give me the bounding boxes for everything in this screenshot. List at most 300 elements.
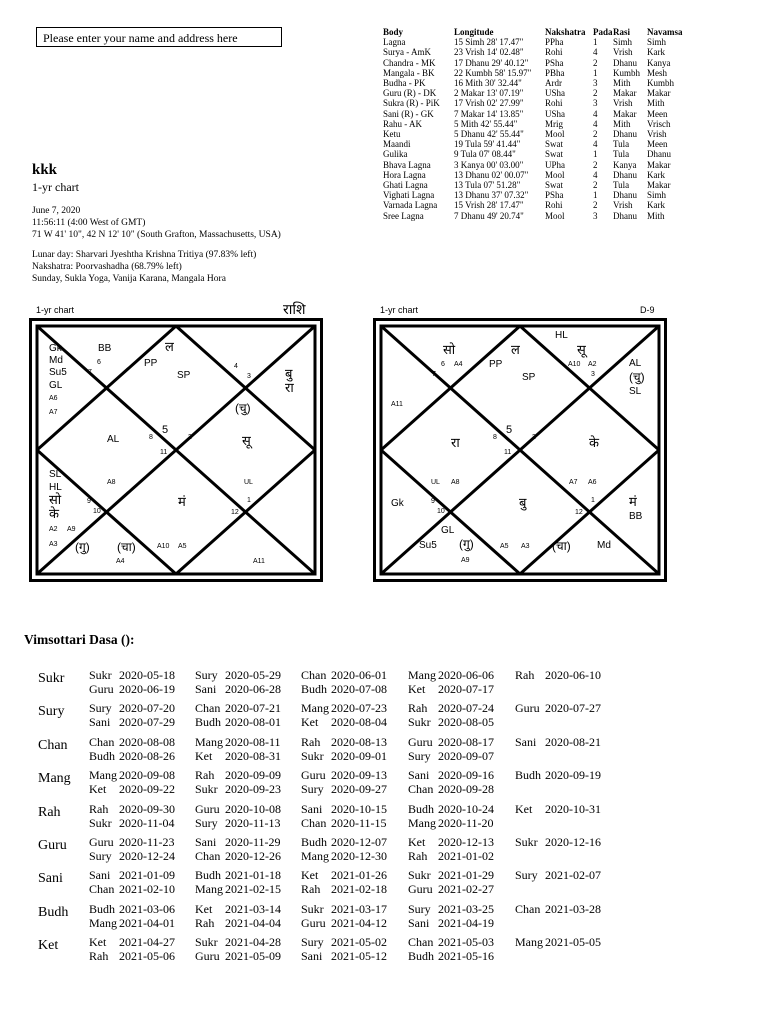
dasa-sub-period [195, 902, 281, 917]
sub-period-lord: Sury [408, 748, 431, 763]
chart-label: A6 [588, 479, 597, 486]
table-row [383, 200, 687, 210]
sub-period-date: 2021-02-27 [438, 882, 494, 897]
chart-label: ल [511, 342, 520, 357]
sub-period-lord: Sury [301, 782, 324, 797]
dasa-sub-period [515, 802, 601, 817]
table-cell: 16 Mith 30' 32.44" [454, 78, 522, 89]
table-cell: 3 [593, 210, 598, 221]
dasa-sub-period [301, 835, 387, 850]
chart-label: A11 [253, 558, 265, 565]
table-cell: 3 [593, 78, 598, 89]
table-cell: 7 Makar 14' 13.85" [454, 108, 524, 119]
dasa-sub-period [408, 868, 494, 883]
table-row [383, 47, 687, 57]
table-cell: Kanya [647, 57, 671, 68]
sub-period-date: 2020-11-15 [331, 815, 387, 830]
table-cell: Mool [545, 210, 565, 221]
sub-period-date: 2020-06-06 [438, 668, 494, 682]
table-cell: Sree Lagna [383, 210, 424, 221]
dasa-main-lord: Sury [38, 704, 65, 720]
dasa-sub-period [408, 835, 494, 850]
sub-period-date: 2020-06-01 [331, 668, 387, 682]
chart-label: A2 [588, 361, 597, 368]
chart-label: 6 [441, 361, 445, 368]
sub-period-date: 2021-05-03 [438, 935, 494, 950]
table-cell: Kumbh [647, 78, 674, 89]
chart-label: A3 [521, 543, 530, 550]
table-row [383, 119, 687, 129]
chart-label: ल [165, 339, 174, 354]
dasa-sub-period [408, 735, 494, 750]
chart-label: GL [441, 525, 455, 536]
dasa-sub-period [89, 902, 175, 917]
dasa-sub-period [195, 782, 281, 797]
dasa-sub-period [195, 802, 281, 817]
dasa-sub-period [89, 882, 175, 897]
dasa-sub-period [408, 668, 494, 683]
chart-label: 5 [162, 424, 169, 436]
sub-period-lord: Sukr [195, 782, 218, 797]
table-row [383, 68, 687, 78]
sub-period-lord: Sury [195, 815, 218, 830]
table-cell: Vighati Lagna [383, 190, 435, 201]
sub-period-lord: Chan [301, 815, 327, 830]
dasa-main-lord: Chan [38, 737, 68, 753]
sub-period-date: 2020-07-29 [119, 715, 175, 730]
table-cell: Kark [647, 47, 665, 58]
chart-label: 2 [532, 434, 536, 441]
dasa-sub-period [301, 715, 387, 730]
table-cell: 1 [593, 149, 598, 160]
birth-date: June 7, 2020 [32, 206, 81, 216]
rasi-chart [29, 318, 323, 587]
sub-period-date: 2020-10-24 [438, 801, 494, 816]
chart-label: 12 [231, 509, 239, 516]
sub-period-lord: Rah [89, 949, 109, 964]
dasa-sub-period [515, 935, 601, 950]
sub-period-lord: Budh [301, 682, 328, 696]
table-cell: Mith [647, 98, 665, 109]
sub-period-lord: Chan [301, 668, 327, 682]
sub-period-date: 2020-12-16 [545, 835, 601, 849]
table-cell: Mith [613, 118, 631, 129]
dasa-sub-period [195, 735, 281, 750]
dasa-sub-period [515, 668, 601, 683]
sub-period-lord: Sani [89, 715, 111, 730]
sub-period-date: 2021-05-09 [225, 949, 281, 964]
sub-period-lord: Chan [195, 849, 221, 863]
sub-period-lord: Rah [408, 701, 428, 716]
table-cell: Vrish [613, 200, 633, 211]
table-row [383, 160, 687, 170]
table-cell: Simh [613, 37, 633, 48]
sub-period-date: 2020-07-23 [331, 701, 387, 716]
table-cell: Makar [613, 108, 637, 119]
table-cell: Lagna [383, 37, 406, 48]
table-row [383, 170, 687, 180]
table-cell: Vrisch [647, 118, 671, 129]
sub-period-lord: Guru [301, 915, 326, 930]
table-cell: Varnada Lagna [383, 200, 438, 211]
table-row [383, 78, 687, 88]
table-header-row [383, 27, 687, 37]
sub-period-lord: Rah [301, 734, 321, 749]
sub-period-date: 2020-12-13 [438, 835, 494, 849]
sub-period-date: 2020-09-16 [438, 768, 494, 783]
planet-position-table [383, 27, 687, 221]
chart-label: सो [443, 342, 456, 357]
dasa-sub-period [89, 749, 175, 764]
dasa-sub-period [301, 749, 387, 764]
sub-period-lord: Mang [408, 815, 436, 830]
table-cell: Dhanu [613, 129, 637, 140]
sub-period-lord: Ket [89, 782, 107, 797]
sub-period-lord: Rah [515, 668, 535, 682]
dasa-main-lord: Guru [38, 838, 67, 853]
sub-period-lord: Budh [195, 715, 222, 730]
chart-label: 9 [431, 498, 435, 505]
sub-period-lord: Sury [89, 849, 112, 863]
table-cell: 3 [593, 98, 598, 109]
sub-period-date: 2020-12-07 [331, 835, 387, 849]
sub-period-lord: Ket [515, 801, 533, 816]
sub-period-lord: Sani [195, 835, 217, 849]
sub-period-date: 2020-09-28 [438, 782, 494, 797]
sub-period-date: 2021-01-09 [119, 868, 175, 883]
sub-period-date: 2021-03-14 [225, 901, 281, 916]
sub-period-date: 2021-05-02 [331, 935, 387, 950]
table-cell: Makar [613, 88, 637, 99]
chart-label: 6 [97, 359, 101, 366]
sub-period-date: 2021-01-18 [225, 868, 281, 883]
table-row [383, 139, 687, 149]
sub-period-date: 2020-12-30 [331, 849, 387, 863]
table-cell: 19 Tula 59' 41.44" [454, 139, 521, 150]
chart-label: PP [144, 358, 158, 369]
sub-period-date: 2021-02-07 [545, 868, 601, 883]
table-cell: PSha [545, 190, 564, 201]
chart-label: BB [98, 343, 112, 354]
chart-label: BB [629, 511, 643, 522]
table-cell: 22 Kumbh 58' 15.97" [454, 67, 532, 78]
table-cell: Swat [545, 139, 563, 150]
dasa-sub-period [301, 768, 387, 783]
dasa-sub-period [89, 735, 175, 750]
table-cell: Mrig [545, 118, 563, 129]
chart-label: 10 [93, 508, 101, 515]
dasa-sub-period [515, 902, 601, 917]
chart-label: मं [178, 494, 186, 509]
dasa-main-lord: Budh [38, 904, 69, 920]
table-cell: Dhanu [613, 57, 637, 68]
dasa-sub-period [301, 882, 387, 897]
dasa-sub-period [89, 868, 175, 883]
table-cell: Mool [545, 169, 565, 180]
birth-time: 11:56:11 (4:00 West of GMT) [32, 218, 146, 228]
dasa-sub-period [195, 768, 281, 783]
sub-period-lord: Chan [89, 734, 115, 749]
dasa-sub-period [408, 682, 494, 697]
chart-kind: 1-yr chart [32, 180, 79, 194]
dasa-sub-period [301, 816, 387, 831]
sub-period-lord: Guru [515, 701, 540, 716]
table-cell: Budha - PK [383, 78, 426, 89]
sub-period-lord: Mang [89, 915, 117, 930]
table-cell: Kumbh [613, 67, 640, 78]
sub-period-lord: Chan [195, 701, 221, 716]
dasa-sub-period [301, 782, 387, 797]
table-row [383, 211, 687, 221]
dasa-sub-period [89, 916, 175, 931]
chart-label: 9 [87, 498, 91, 505]
table-cell: Sukra (R) - PiK [383, 98, 440, 109]
sub-period-lord: Chan [408, 935, 434, 950]
sub-period-lord: Sury [408, 901, 431, 916]
chart-label: PP [489, 359, 503, 370]
sub-period-lord: Ket [301, 715, 319, 730]
sub-period-lord: Sani [408, 915, 430, 930]
sub-period-date: 2021-01-02 [438, 849, 494, 863]
sub-period-lord: Mang [301, 849, 329, 863]
table-cell: Makar [647, 88, 671, 99]
rasi-chart-label: राशि [283, 303, 306, 318]
table-cell: Kark [647, 169, 665, 180]
d9-chart-title: 1-yr chart [380, 305, 419, 315]
sub-period-date: 2021-01-26 [331, 868, 387, 883]
sub-period-lord: Budh [89, 748, 116, 763]
table-cell: 5 Dhanu 42' 55.44" [454, 129, 524, 140]
dasa-sub-period [515, 768, 601, 783]
sub-period-date: 2020-08-01 [225, 715, 281, 730]
dasa-sub-period [195, 715, 281, 730]
dasa-sub-period [408, 749, 494, 764]
table-cell: Dhanu [613, 169, 637, 180]
dasa-sub-period [408, 701, 494, 716]
table-cell: 3 Kanya 00' 03.00" [454, 159, 524, 170]
table-cell: USha [545, 108, 565, 119]
sub-period-lord: Budh [408, 949, 435, 964]
sub-period-lord: Sukr [89, 668, 112, 682]
sub-period-lord: Chan [408, 782, 434, 797]
sub-period-date: 2021-02-10 [119, 882, 175, 897]
table-cell: 9 Tula 07' 08.44" [454, 149, 516, 160]
sub-period-lord: Sani [301, 949, 323, 964]
dasa-sub-period [89, 816, 175, 831]
sub-period-date: 2020-08-05 [438, 715, 494, 730]
sub-period-date: 2020-09-09 [225, 768, 281, 783]
dasa-sub-period [89, 782, 175, 797]
dasa-sub-period [89, 668, 175, 683]
sub-period-lord: Guru [408, 734, 433, 749]
sub-period-date: 2021-03-06 [119, 901, 175, 916]
table-cell: Mith [613, 78, 631, 89]
table-cell: 4 [593, 47, 598, 58]
sub-period-date: 2021-05-12 [331, 949, 387, 964]
table-cell: 2 [593, 129, 598, 140]
sub-period-lord: Sukr [89, 815, 112, 830]
table-cell: Swat [545, 180, 563, 191]
chart-label: SL [49, 469, 62, 480]
sub-period-date: 2020-08-21 [545, 734, 601, 749]
table-cell: 2 Makar 13' 07.19" [454, 88, 524, 99]
dasa-sub-period [301, 916, 387, 931]
sub-period-lord: Budh [408, 801, 435, 816]
sub-period-date: 2020-07-17 [438, 682, 494, 696]
dasa-main-lord: Sani [38, 871, 63, 887]
sub-period-date: 2020-09-22 [119, 782, 175, 797]
chart-label: A10 [157, 543, 170, 550]
sub-period-date: 2020-07-27 [545, 701, 601, 716]
sub-period-lord: Rah [195, 915, 215, 930]
dasa-sub-period [301, 849, 387, 864]
chart-label: Su5 [419, 540, 437, 551]
dasa-title: Vimsottari Dasa (): [24, 632, 135, 647]
sub-period-date: 2020-07-20 [119, 701, 175, 716]
d9-chart [373, 318, 667, 587]
chart-label: (गु) [75, 540, 90, 554]
chart-label: 1 [591, 497, 595, 504]
chart-label: Md [597, 540, 611, 551]
table-cell: 13 Dhanu 02' 00.07" [454, 169, 529, 180]
table-row [383, 129, 687, 139]
table-cell: Kark [647, 200, 665, 211]
sub-period-lord: Sury [89, 701, 112, 716]
dasa-sub-period [301, 868, 387, 883]
chart-label: 3 [247, 373, 251, 380]
sub-period-date: 2020-09-30 [119, 801, 175, 816]
sub-period-date: 2021-05-16 [438, 949, 494, 964]
table-cell: Dhanu [647, 149, 671, 160]
sub-period-lord: Sani [408, 768, 430, 783]
table-cell: 7 Dhanu 49' 20.74" [454, 210, 524, 221]
chart-label: AL [629, 358, 642, 369]
column-header: Pada [593, 27, 613, 37]
sub-period-lord: Rah [301, 882, 321, 897]
dasa-sub-period [89, 802, 175, 817]
chart-label: Gk [391, 498, 404, 509]
chart-label: 5 [506, 424, 513, 436]
chart-label: A9 [67, 526, 76, 533]
table-cell: Sani (R) - GK [383, 108, 434, 119]
chart-label: A5 [178, 543, 187, 550]
dasa-sub-period [301, 802, 387, 817]
table-cell: 5 Mith 42' 55.44" [454, 118, 518, 129]
table-cell: 15 Simh 28' 17.47" [454, 37, 524, 48]
chart-label: A7 [49, 409, 58, 416]
chart-label: SL [629, 386, 642, 397]
table-cell: Surya - AmK [383, 47, 431, 58]
table-cell: Chandra - MK [383, 57, 436, 68]
sub-period-lord: Ket [408, 682, 426, 696]
sub-period-date: 2021-03-28 [545, 901, 601, 916]
sub-period-date: 2020-07-21 [225, 701, 281, 716]
sub-period-date: 2020-06-28 [225, 682, 281, 696]
table-cell: Makar [647, 180, 671, 191]
chart-label: (चु) [235, 401, 251, 415]
table-cell: Simh [647, 37, 667, 48]
dasa-sub-period [301, 935, 387, 950]
sub-period-date: 2020-07-08 [331, 682, 387, 696]
dasa-sub-period [195, 816, 281, 831]
sub-period-lord: Sani [301, 801, 323, 816]
chart-label: 8 [493, 434, 497, 441]
table-cell: 23 Vrish 14' 02.48" [454, 47, 524, 58]
dasa-sub-period [408, 768, 494, 783]
dasa-main-lord: Rah [38, 804, 61, 820]
sub-period-date: 2020-08-11 [225, 734, 281, 749]
table-cell: Dhanu [613, 190, 637, 201]
table-cell: 1 [593, 190, 598, 201]
chart-label: 10 [437, 508, 445, 515]
sub-period-date: 2020-11-20 [438, 815, 494, 830]
column-header: Navamsa [647, 27, 683, 37]
table-cell: 4 [593, 118, 598, 129]
sub-period-date: 2021-03-25 [438, 901, 494, 916]
chart-label: बु [519, 495, 527, 510]
table-cell: 17 Dhanu 29' 40.12" [454, 57, 529, 68]
table-cell: Ketu [383, 129, 401, 140]
table-cell: Tula [613, 180, 630, 191]
dasa-sub-period [195, 935, 281, 950]
dasa-sub-period [301, 949, 387, 964]
dasa-sub-period [89, 715, 175, 730]
chart-label: HL [555, 330, 568, 341]
dasa-sub-period [408, 849, 494, 864]
sub-period-date: 2020-11-13 [225, 815, 281, 830]
sub-period-lord: Sani [195, 682, 217, 696]
sub-period-lord: Mang [89, 768, 117, 783]
sub-period-date: 2020-09-27 [331, 782, 387, 797]
dasa-sub-period [89, 701, 175, 716]
chart-label: A4 [454, 361, 463, 368]
sub-period-lord: Mang [195, 882, 223, 897]
table-cell: Rohi [545, 98, 563, 109]
chart-label: AL [107, 434, 120, 445]
table-cell: 2 [593, 57, 598, 68]
sub-period-date: 2020-10-15 [331, 801, 387, 816]
table-cell: PPha [545, 37, 564, 48]
sub-period-lord: Rah [89, 801, 109, 816]
sub-period-date: 2020-08-13 [331, 734, 387, 749]
day-yoga-info: Sunday, Sukla Yoga, Vanija Karana, Mangala Hora [32, 274, 226, 284]
table-cell: PBha [545, 67, 565, 78]
d9-chart-label: D-9 [640, 305, 655, 315]
nakshatra: Nakshatra: Poorvashadha (68.79% left) [32, 262, 182, 272]
chart-label: 3 [591, 371, 595, 378]
dasa-sub-period [408, 935, 494, 950]
dasa-main-lord: Ket [38, 938, 59, 954]
sub-period-date: 2021-02-18 [331, 882, 387, 897]
name-address-input[interactable]: Please enter your name and address here [36, 27, 282, 47]
dasa-sub-period [195, 749, 281, 764]
sub-period-lord: Sukr [301, 748, 324, 763]
table-cell: 4 [593, 108, 598, 119]
dasa-main-lord: Mang [38, 771, 71, 787]
chart-label: Su5 [49, 367, 67, 378]
dasa-sub-period [408, 902, 494, 917]
table-cell: Guru (R) - DK [383, 88, 437, 99]
chart-label: SP [177, 370, 191, 381]
sub-period-lord: Chan [515, 901, 541, 916]
sub-period-date: 2020-07-24 [438, 701, 494, 716]
table-row [383, 149, 687, 159]
table-cell: Vrish [613, 98, 633, 109]
table-cell: Rohi [545, 200, 563, 211]
sub-period-lord: Sukr [408, 715, 431, 730]
sub-period-date: 2020-08-04 [331, 715, 387, 730]
chart-label: UL [244, 479, 253, 486]
